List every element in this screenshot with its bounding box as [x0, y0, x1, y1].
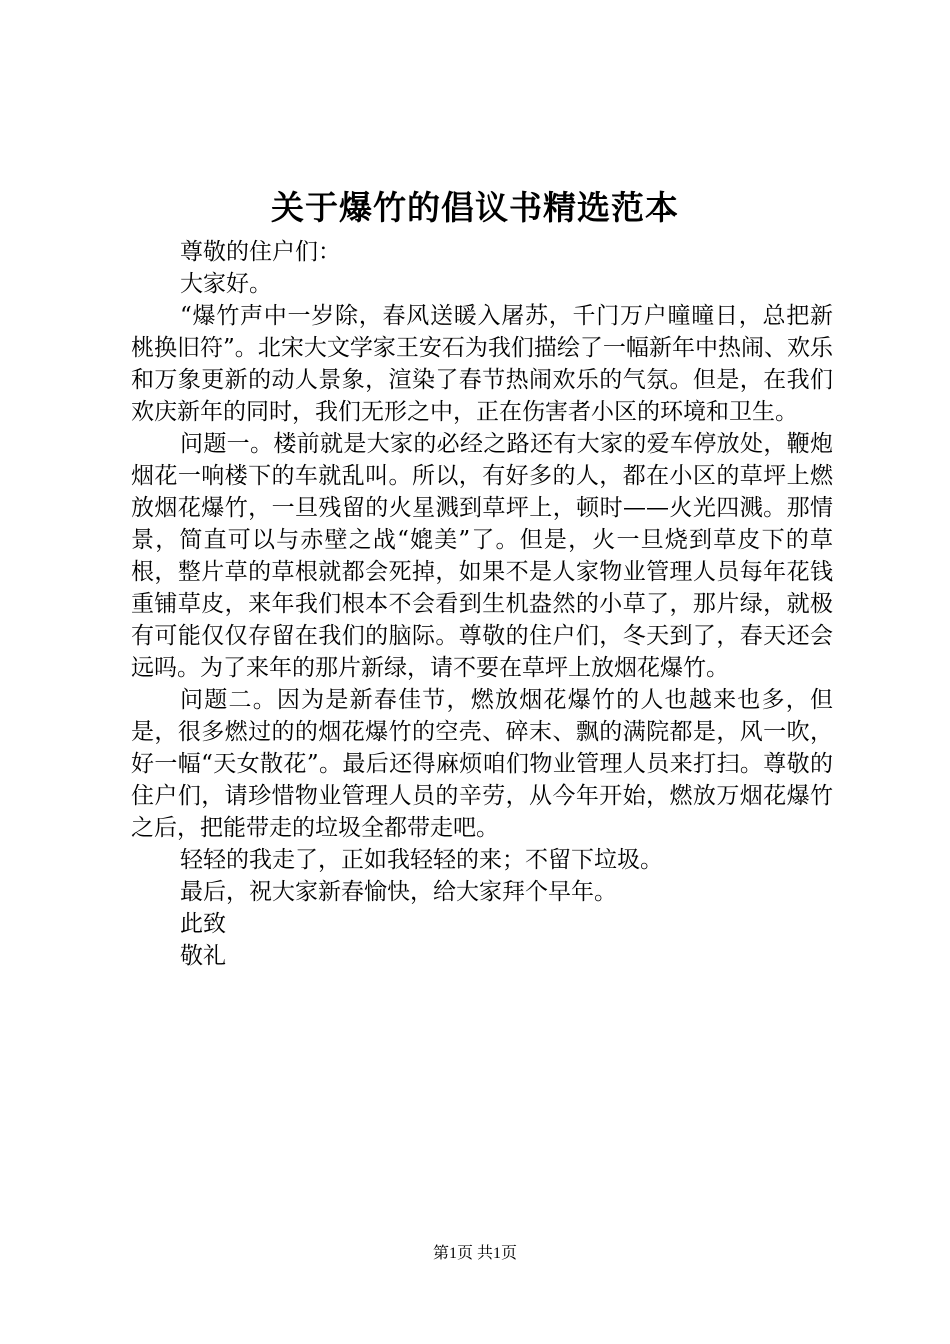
greeting: 大家好。	[180, 271, 272, 297]
page-footer: 第1页 共1页	[432, 1245, 517, 1262]
closing-phrase: 此致	[180, 911, 226, 937]
paragraph-wishes: 最后，祝大家新春愉快，给大家拜个早年。	[180, 879, 617, 905]
paragraph-issue-one: 问题一。楼前就是大家的必经之路还有大家的爱车停放处，鞭炮烟花一响楼下的车就乱叫。所以，有好多的人，都在小区的草坪上燃放烟花爆竹，一旦残留的火星溅到草坪上，顿时——火光四溅。那情景，简直可以与赤壁之战“媲美”了。但是，火一旦烧到草皮下的草根，整片草的草根就都会死掉，如果不是人家物业管理人员每年花钱重铺草皮，来年我们根本不会看到生机盎然的小草了，那片绿，就极有可能仅仅存留在我们的脑际。尊敬的住户们，冬天到了，春天还会远吗。为了来年的那片新绿，请不要在草坪上放烟花爆竹。	[131, 431, 833, 681]
document-title: 关于爆竹的倡议书精选范本	[271, 188, 679, 227]
paragraph-issue-two: 问题二。因为是新春佳节，燃放烟花爆竹的人也越来也多，但是，很多燃过的的烟花爆竹的空壳、碎末、飘的满院都是，风一吹，好一幅“天女散花”。最后还得麻烦咱们物业管理人员来打扫。尊敬的住户们，请珍惜物业管理人员的辛劳，从今年开始，燃放万烟花爆竹之后，把能带走的垃圾全都带走吧。	[131, 687, 833, 841]
paragraph-closing-verse: 轻轻的我走了，正如我轻轻的来；不留下垃圾。	[180, 847, 663, 873]
closing-salute: 敬礼	[180, 943, 226, 969]
document-body	[131, 236, 833, 972]
paragraph-intro: “爆竹声中一岁除，春风送暖入屠苏，千门万户曈曈日，总把新桃换旧符”。北宋大文学家王安石为我们描绘了一幅新年中热闹、欢乐和万象更新的动人景象，渲染了春节热闹欢乐的气氛。但是，在我们欢庆新年的同时，我们无形之中，正在伤害者小区的环境和卫生。	[131, 303, 833, 425]
salutation: 尊敬的住户们：	[180, 239, 341, 265]
